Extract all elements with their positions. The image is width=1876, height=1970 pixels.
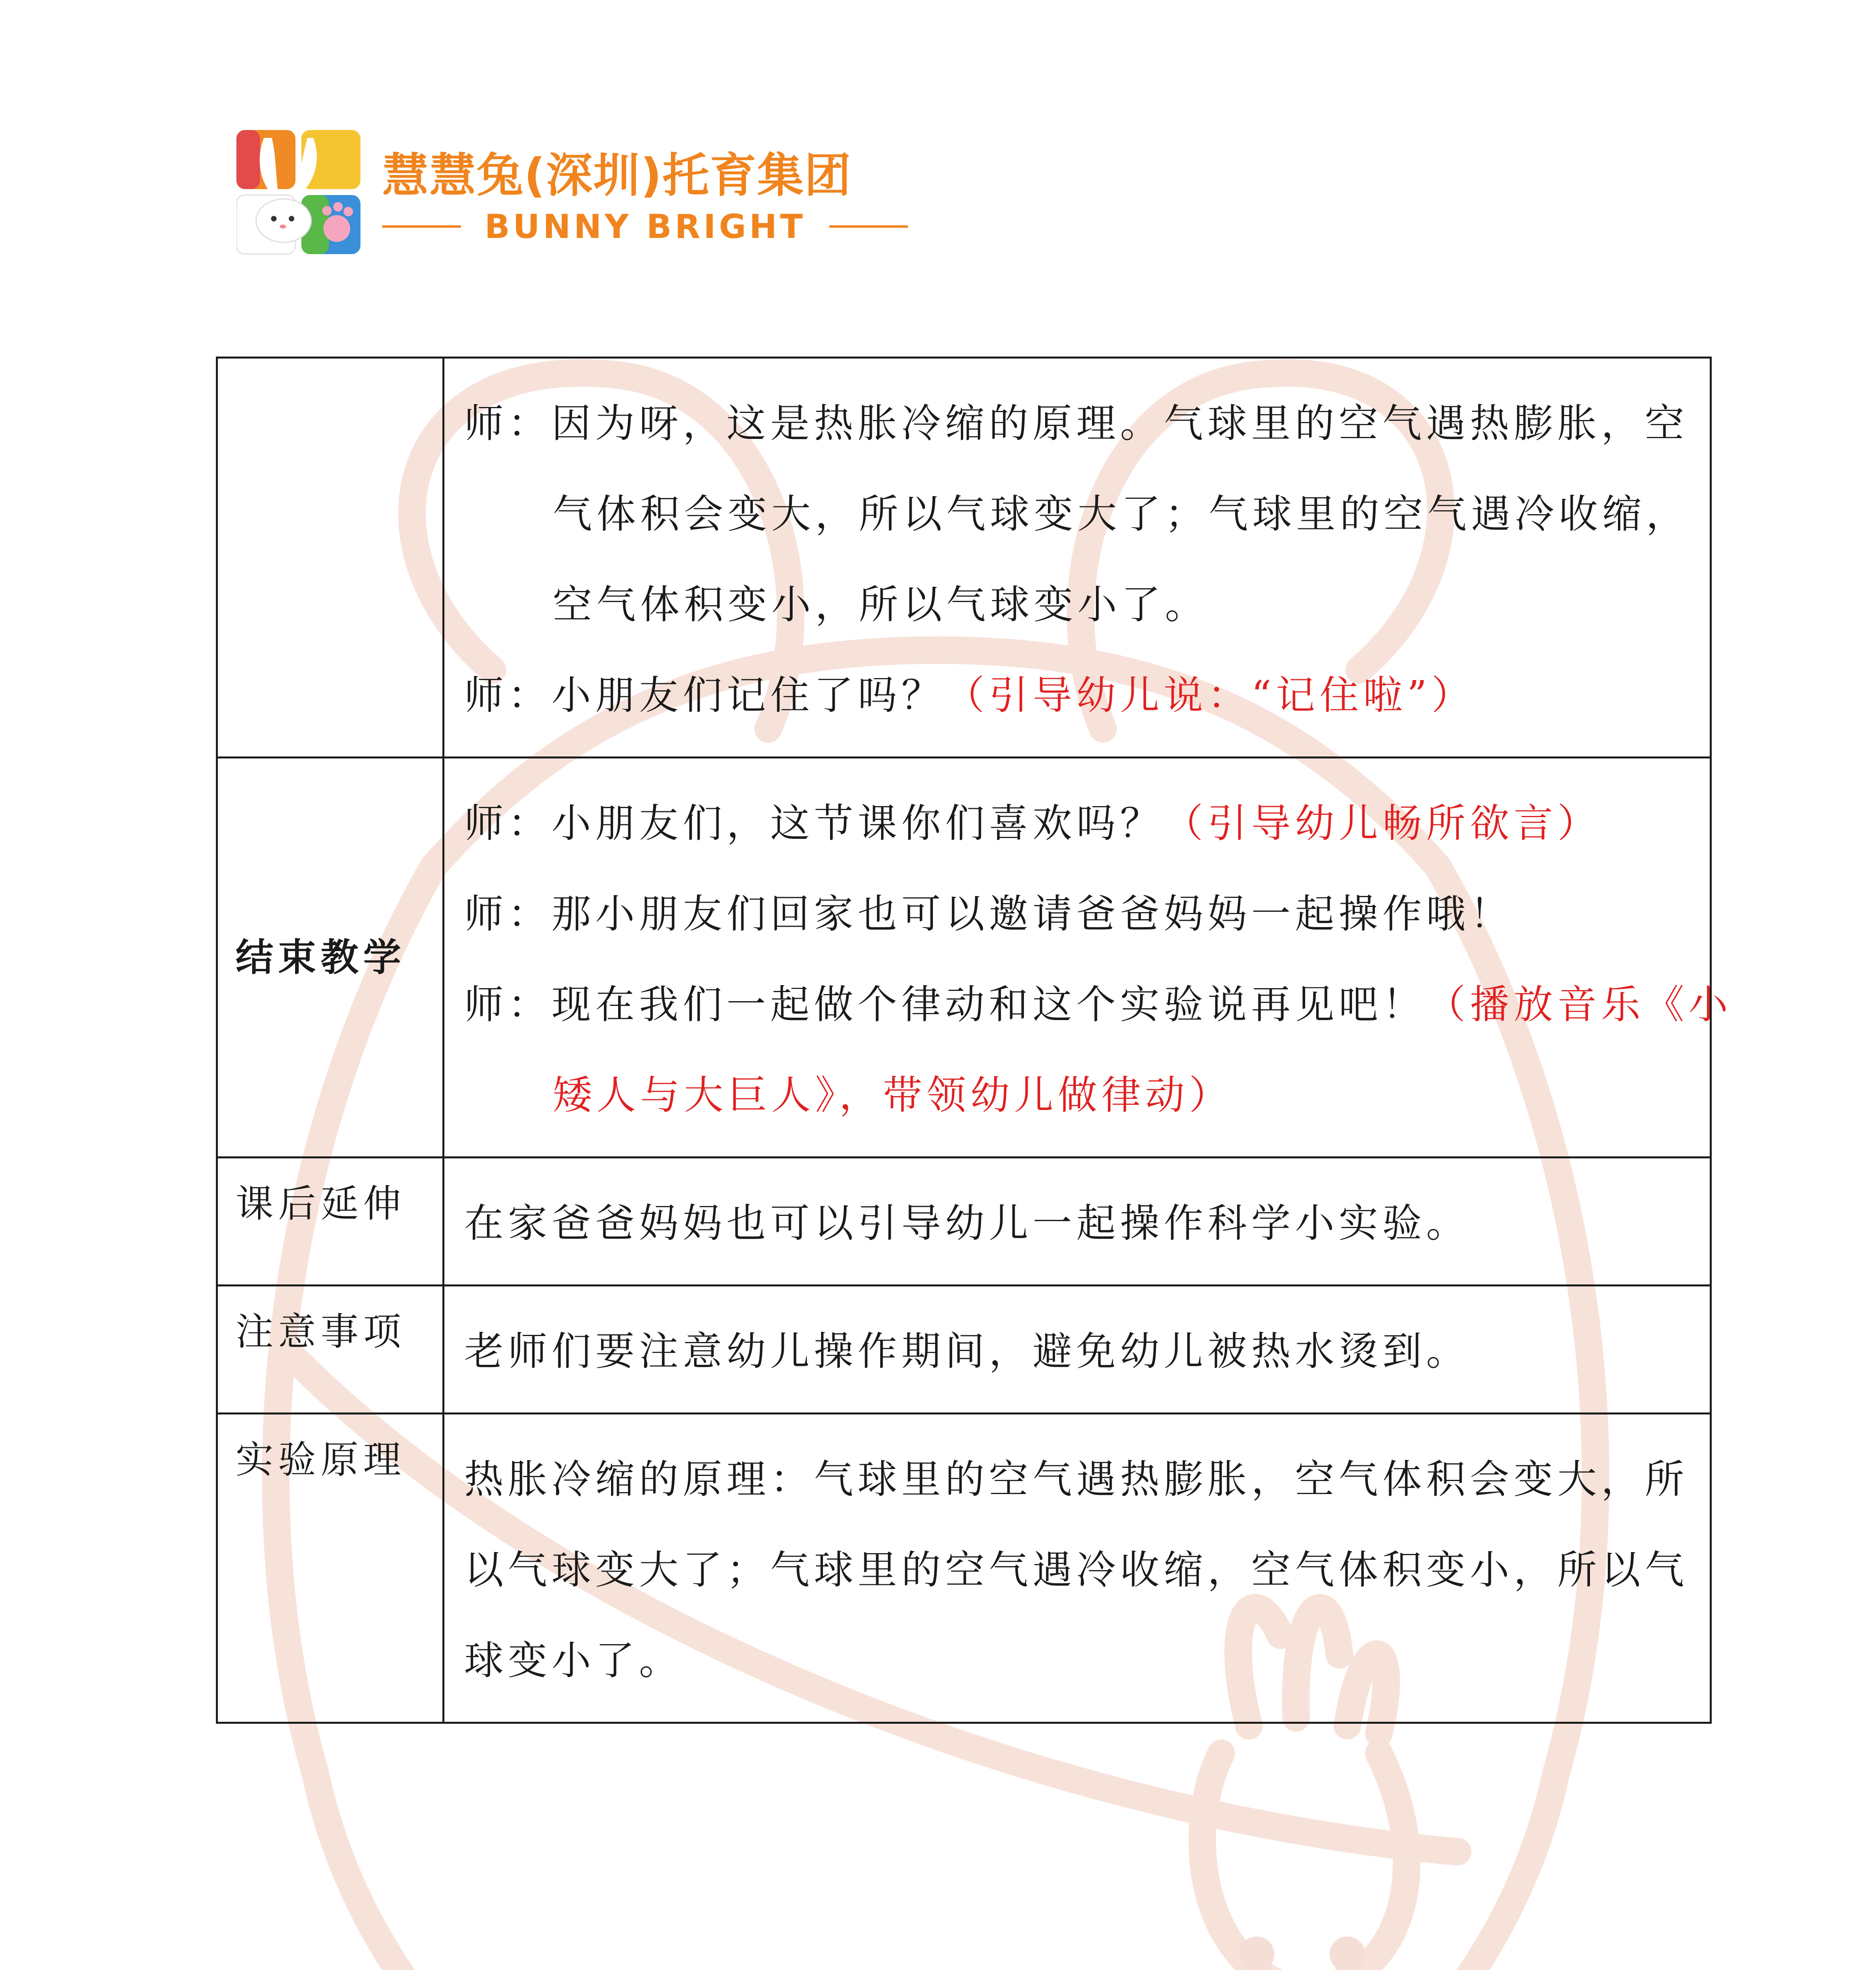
dialogue-text: 气体积会变大，所以气球变大了；气球里的空气遇冷收缩， bbox=[553, 491, 1690, 537]
lesson-plan-table bbox=[216, 357, 1732, 1724]
brand-rule-right bbox=[829, 225, 908, 228]
content-line bbox=[464, 1615, 1694, 1706]
table-row bbox=[217, 1286, 1711, 1414]
content-line bbox=[464, 869, 1694, 959]
teacher-guidance-note: （播放音乐《小 bbox=[1426, 981, 1732, 1028]
row-content bbox=[444, 1158, 1711, 1286]
content-line bbox=[464, 959, 1732, 1050]
teacher-guidance-note: （引导幼儿畅所欲言） bbox=[1164, 800, 1601, 846]
dialogue-text: 以气球变大了；气球里的空气遇冷收缩，空气体积变小，所以气 bbox=[464, 1547, 1688, 1593]
content-line bbox=[464, 778, 1694, 869]
content-line bbox=[464, 1178, 1694, 1269]
table-row bbox=[217, 1158, 1711, 1286]
content-line bbox=[464, 1525, 1694, 1615]
content-line bbox=[464, 469, 1694, 559]
bunny-bright-logo-icon bbox=[236, 130, 362, 256]
content-line bbox=[464, 1306, 1694, 1397]
row-content bbox=[444, 1286, 1711, 1414]
row-heading: 课后延伸 bbox=[217, 1158, 444, 1286]
content-line bbox=[464, 559, 1694, 650]
row-heading bbox=[217, 358, 444, 758]
brand-rule-left bbox=[382, 225, 461, 228]
content-line bbox=[464, 378, 1694, 469]
dialogue-text: 师：现在我们一起做个律动和这个实验说再见吧！ bbox=[464, 981, 1426, 1028]
dialogue-text: 师：那小朋友们回家也可以邀请爸爸妈妈一起操作哦！ bbox=[464, 891, 1514, 937]
teacher-guidance-note: 矮人与大巨人》，带领幼儿做律动） bbox=[553, 1072, 1233, 1118]
dialogue-text: 师：小朋友们，这节课你们喜欢吗？ bbox=[464, 800, 1164, 846]
table-row bbox=[217, 758, 1711, 1158]
dialogue-text: 球变小了。 bbox=[464, 1637, 683, 1684]
table-row bbox=[217, 1414, 1711, 1723]
table-body bbox=[217, 358, 1732, 1723]
teacher-guidance-note: （引导幼儿说：“记住啦”） bbox=[945, 672, 1475, 718]
content-line bbox=[464, 1050, 1694, 1141]
header-logo bbox=[236, 130, 867, 264]
dialogue-text: 热胀冷缩的原理：气球里的空气遇热膨胀，空气体积会变大，所 bbox=[464, 1456, 1688, 1502]
dialogue-text: 空气体积变小，所以气球变小了。 bbox=[553, 582, 1209, 628]
row-content bbox=[444, 758, 1732, 1158]
row-content bbox=[444, 1414, 1711, 1723]
dialogue-text: 师：因为呀，这是热胀冷缩的原理。气球里的空气遇热膨胀，空 bbox=[464, 400, 1688, 446]
row-heading: 注意事项 bbox=[217, 1286, 444, 1414]
row-heading: 实验原理 bbox=[217, 1414, 444, 1723]
brand-title-en-row bbox=[382, 205, 875, 248]
dialogue-text: 师：小朋友们记住了吗？ bbox=[464, 672, 945, 718]
dialogue-text: 在家爸爸妈妈也可以引导幼儿一起操作科学小实验。 bbox=[464, 1200, 1470, 1246]
brand-title-cn: 慧慧兔(深圳)托育集团 bbox=[382, 148, 852, 203]
brand-title-en: BUNNY BRIGHT bbox=[485, 207, 806, 246]
row-heading: 结束教学 bbox=[217, 758, 444, 1158]
table-row bbox=[217, 358, 1711, 758]
content-line bbox=[464, 650, 1694, 741]
content-line bbox=[464, 1434, 1694, 1525]
dialogue-text: 老师们要注意幼儿操作期间，避免幼儿被热水烫到。 bbox=[464, 1328, 1470, 1374]
row-content bbox=[444, 358, 1711, 758]
